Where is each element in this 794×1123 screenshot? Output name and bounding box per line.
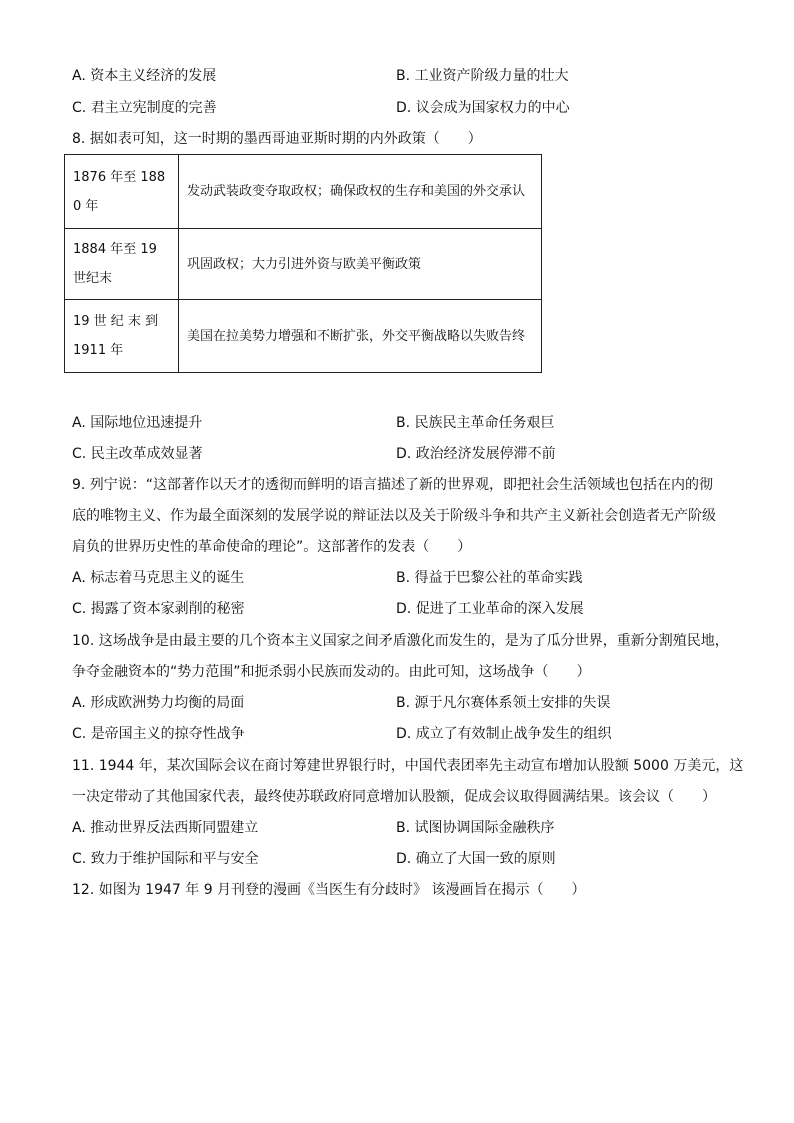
q10-options-row-2 <box>72 724 732 744</box>
q10-option-a[interactable]: A. 形成欧洲势力均衡的局面 <box>72 695 245 711</box>
q7-option-c[interactable]: C. 君主立宪制度的完善 <box>72 100 217 116</box>
q9-option-a[interactable]: A. 标志着马克思主义的诞生 <box>72 570 245 586</box>
q10-option-c[interactable]: C. 是帝国主义的掠夺性战争 <box>72 726 245 742</box>
q10-option-b[interactable]: B. 源于凡尔赛体系领土安排的失误 <box>396 695 611 711</box>
q9-stem-line-2: 底的唯物主义、作为最全面深刻的发展学说的辩证法以及关于阶级斗争和共产主义新社会创造者无产阶级 <box>72 508 716 524</box>
q8-option-d[interactable]: D. 政治经济发展停滞不前 <box>396 446 556 462</box>
q10-stem-line-1: 10. 这场战争是由最主要的几个资本主义国家之间矛盾激化而发生的，是为了瓜分世界，重新分割殖民地， <box>72 633 729 649</box>
q9-options-row-1 <box>72 568 732 588</box>
q10-options-row-1 <box>72 693 732 713</box>
q7-option-a[interactable]: A. 资本主义经济的发展 <box>72 68 217 84</box>
q11-option-a[interactable]: A. 推动世界反法西斯同盟建立 <box>72 820 259 836</box>
q7-option-b[interactable]: B. 工业资产阶级力量的壮大 <box>396 68 569 84</box>
table-cell-period: 1884 年至 19 世纪末 <box>65 229 179 300</box>
q11-stem-line-1: 11. 1944 年，某次国际会议在商讨筹建世界银行时，中国代表团率先主动宣布增加认股额 5000 万美元，这 <box>72 758 744 774</box>
table-cell-policy: 巩固政权；大力引进外资与欧美平衡政策 <box>179 229 542 300</box>
table-cell-period: 1876 年至 1880 年 <box>65 155 179 229</box>
table-cell-policy: 发动武装政变夺取政权；确保政权的生存和美国的外交承认 <box>179 155 542 229</box>
q11-options-row-1 <box>72 818 732 838</box>
table-cell-period: 19 世 纪 末 到 1911 年 <box>65 300 179 373</box>
table-row <box>65 300 542 373</box>
q8-option-a[interactable]: A. 国际地位迅速提升 <box>72 415 203 431</box>
q9-stem-line-1: 9. 列宁说：“这部著作以天才的透彻而鲜明的语言描述了新的世界观，即把社会生活领域也包括在内的彻 <box>72 477 714 493</box>
q11-option-c[interactable]: C. 致力于维护国际和平与安全 <box>72 851 259 867</box>
q9-option-b[interactable]: B. 得益于巴黎公社的革命实践 <box>396 570 583 586</box>
q9-options-row-2 <box>72 599 732 619</box>
q11-option-d[interactable]: D. 确立了大国一致的原则 <box>396 851 556 867</box>
q9-stem-line-3: 肩负的世界历史性的革命使命的理论”。这部著作的发表（ ） <box>72 539 472 555</box>
q8-option-b[interactable]: B. 民族民主革命任务艰巨 <box>396 415 555 431</box>
q10-option-d[interactable]: D. 成立了有效制止战争发生的组织 <box>396 726 612 742</box>
q11-options-row-2 <box>72 849 732 869</box>
q9-option-d[interactable]: D. 促进了工业革命的深入发展 <box>396 601 584 617</box>
q8-options-row-2 <box>72 444 732 464</box>
q7-options-row-1 <box>72 66 732 86</box>
table-row <box>65 155 542 229</box>
q8-option-c[interactable]: C. 民主改革成效显著 <box>72 446 203 462</box>
table-cell-policy: 美国在拉美势力增强和不断扩张，外交平衡战略以失败告终 <box>179 300 542 373</box>
q8-policy-table <box>64 154 542 373</box>
q11-stem-line-2: 一决定带动了其他国家代表，最终使苏联政府同意增加认股额，促成会议取得圆满结果。该会议（ ） <box>72 789 716 805</box>
q7-options-row-2 <box>72 98 732 118</box>
q8-options-row-1 <box>72 413 732 433</box>
q7-option-d[interactable]: D. 议会成为国家权力的中心 <box>396 100 570 116</box>
q8-stem: 8. 据如表可知，这一时期的墨西哥迪亚斯时期的内外政策（ ） <box>72 131 482 147</box>
table-row <box>65 229 542 300</box>
q9-option-c[interactable]: C. 揭露了资本家剥削的秘密 <box>72 601 245 617</box>
q12-stem: 12. 如图为 1947 年 9 月刊登的漫画《当医生有分歧时》 该漫画旨在揭示（ ） <box>72 882 586 898</box>
q11-option-b[interactable]: B. 试图协调国际金融秩序 <box>396 820 555 836</box>
q10-stem-line-2: 争夺金融资本的“势力范围”和扼杀弱小民族而发动的。由此可知，这场战争（ ） <box>72 664 591 680</box>
